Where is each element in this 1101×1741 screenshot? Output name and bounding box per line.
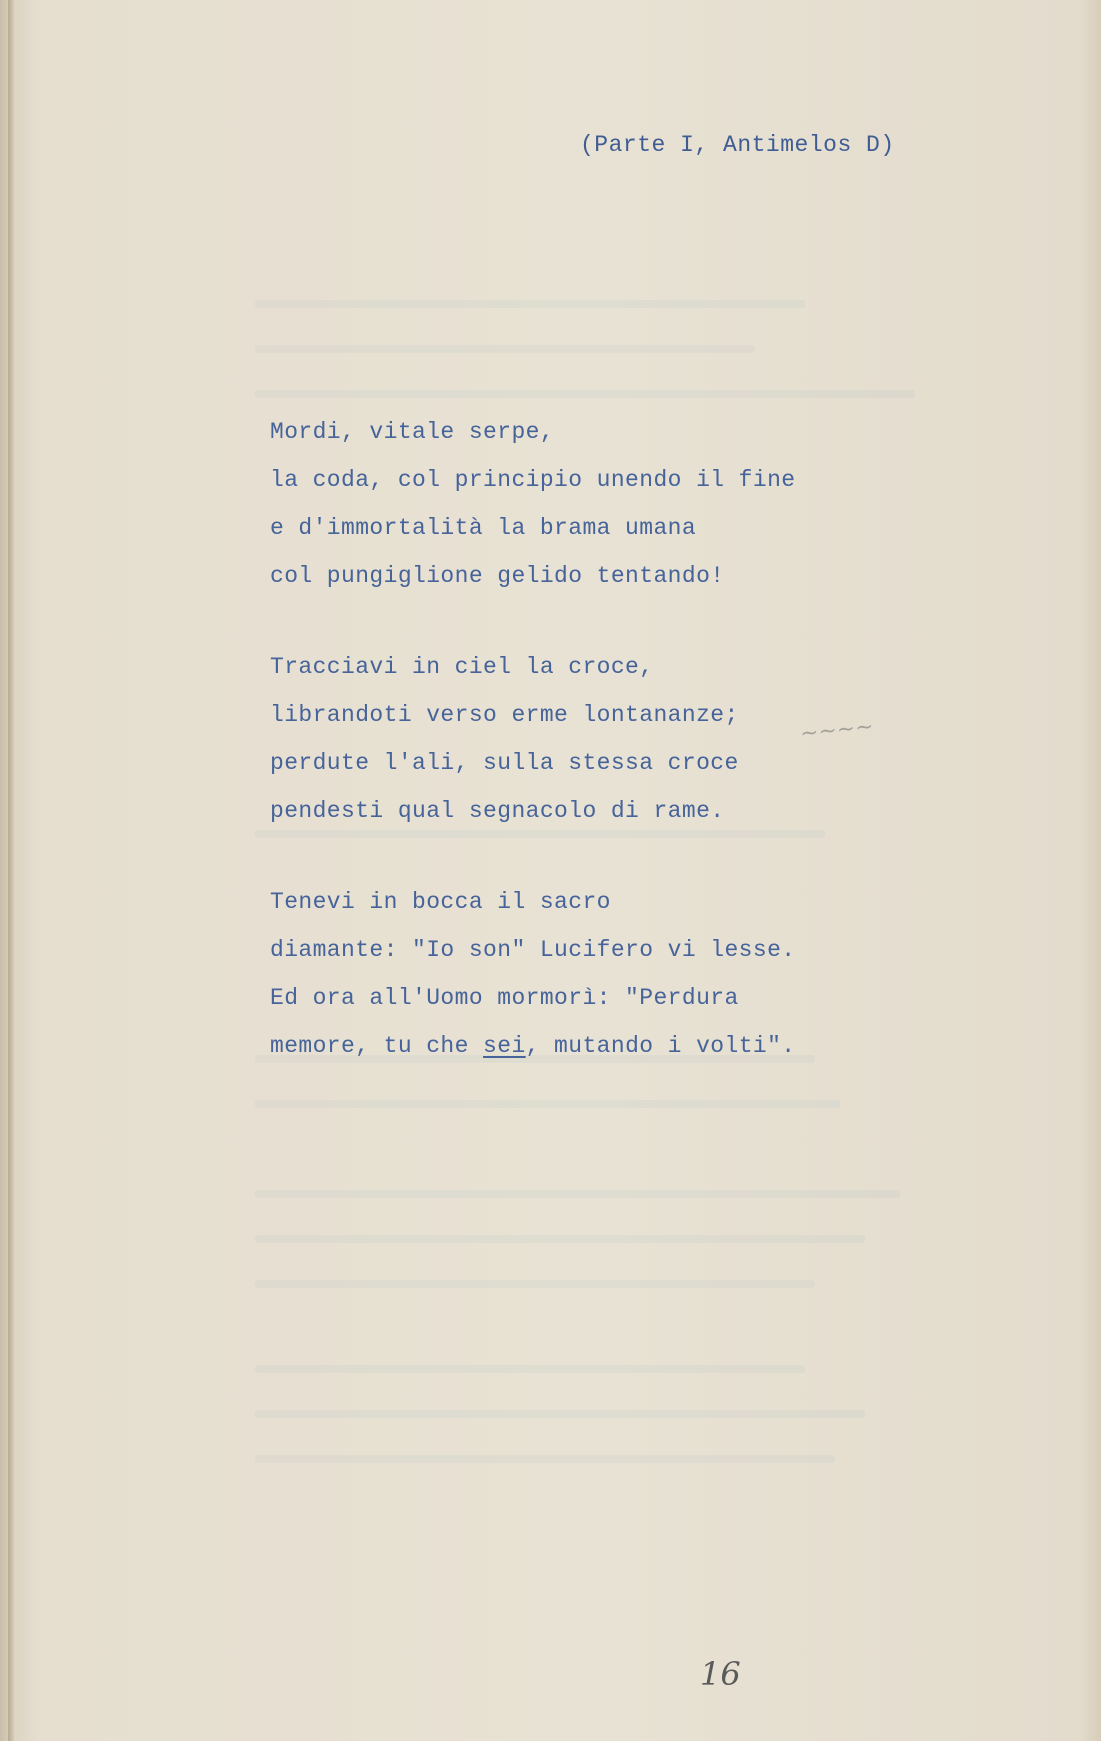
verse-line: perdute l'ali, sulla stessa croce [270, 750, 739, 776]
page-number: 16 [700, 1655, 741, 1693]
underlined-word: sei [483, 1033, 526, 1059]
show-through-line [255, 1190, 900, 1198]
show-through-line [255, 1235, 865, 1243]
poem-body [270, 408, 930, 1113]
verse-text: memore, tu che [270, 1033, 484, 1059]
stanza-3 [270, 878, 930, 1070]
show-through-line [255, 1410, 865, 1418]
verse-line: col pungiglione gelido tentando! [270, 563, 725, 589]
verse-line: Tracciavi in ciel la croce, [270, 654, 654, 680]
show-through-line [255, 1455, 835, 1463]
pencil-annotation-scribble: ~~~~ [798, 714, 875, 747]
verse-line: la coda, col principio unendo il fine [270, 467, 796, 493]
verse-line: Tenevi in bocca il sacro [270, 889, 611, 915]
section-heading: (Parte I, Antimelos D) [580, 132, 895, 158]
verse-line: Ed ora all'Uomo mormorì: "Perdura [270, 985, 739, 1011]
show-through-line [255, 1280, 815, 1288]
verse-line: Mordi, vitale serpe, [270, 419, 555, 445]
show-through-line [255, 1365, 805, 1373]
verse-line: diamante: "Io son" Lucifero vi lesse. [270, 937, 796, 963]
verse-line: pendesti qual segnacolo di rame. [270, 798, 725, 824]
show-through-line [255, 390, 915, 398]
show-through-line [255, 300, 805, 308]
page-binding-edge [8, 0, 14, 1741]
verse-line-final [270, 1022, 930, 1070]
stanza-1 [270, 408, 930, 600]
show-through-line [255, 345, 755, 353]
verse-line: librandoti verso erme lontananze; [270, 702, 739, 728]
verse-line: e d'immortalità la brama umana [270, 515, 697, 541]
verse-text: , mutando i volti". [525, 1033, 796, 1059]
